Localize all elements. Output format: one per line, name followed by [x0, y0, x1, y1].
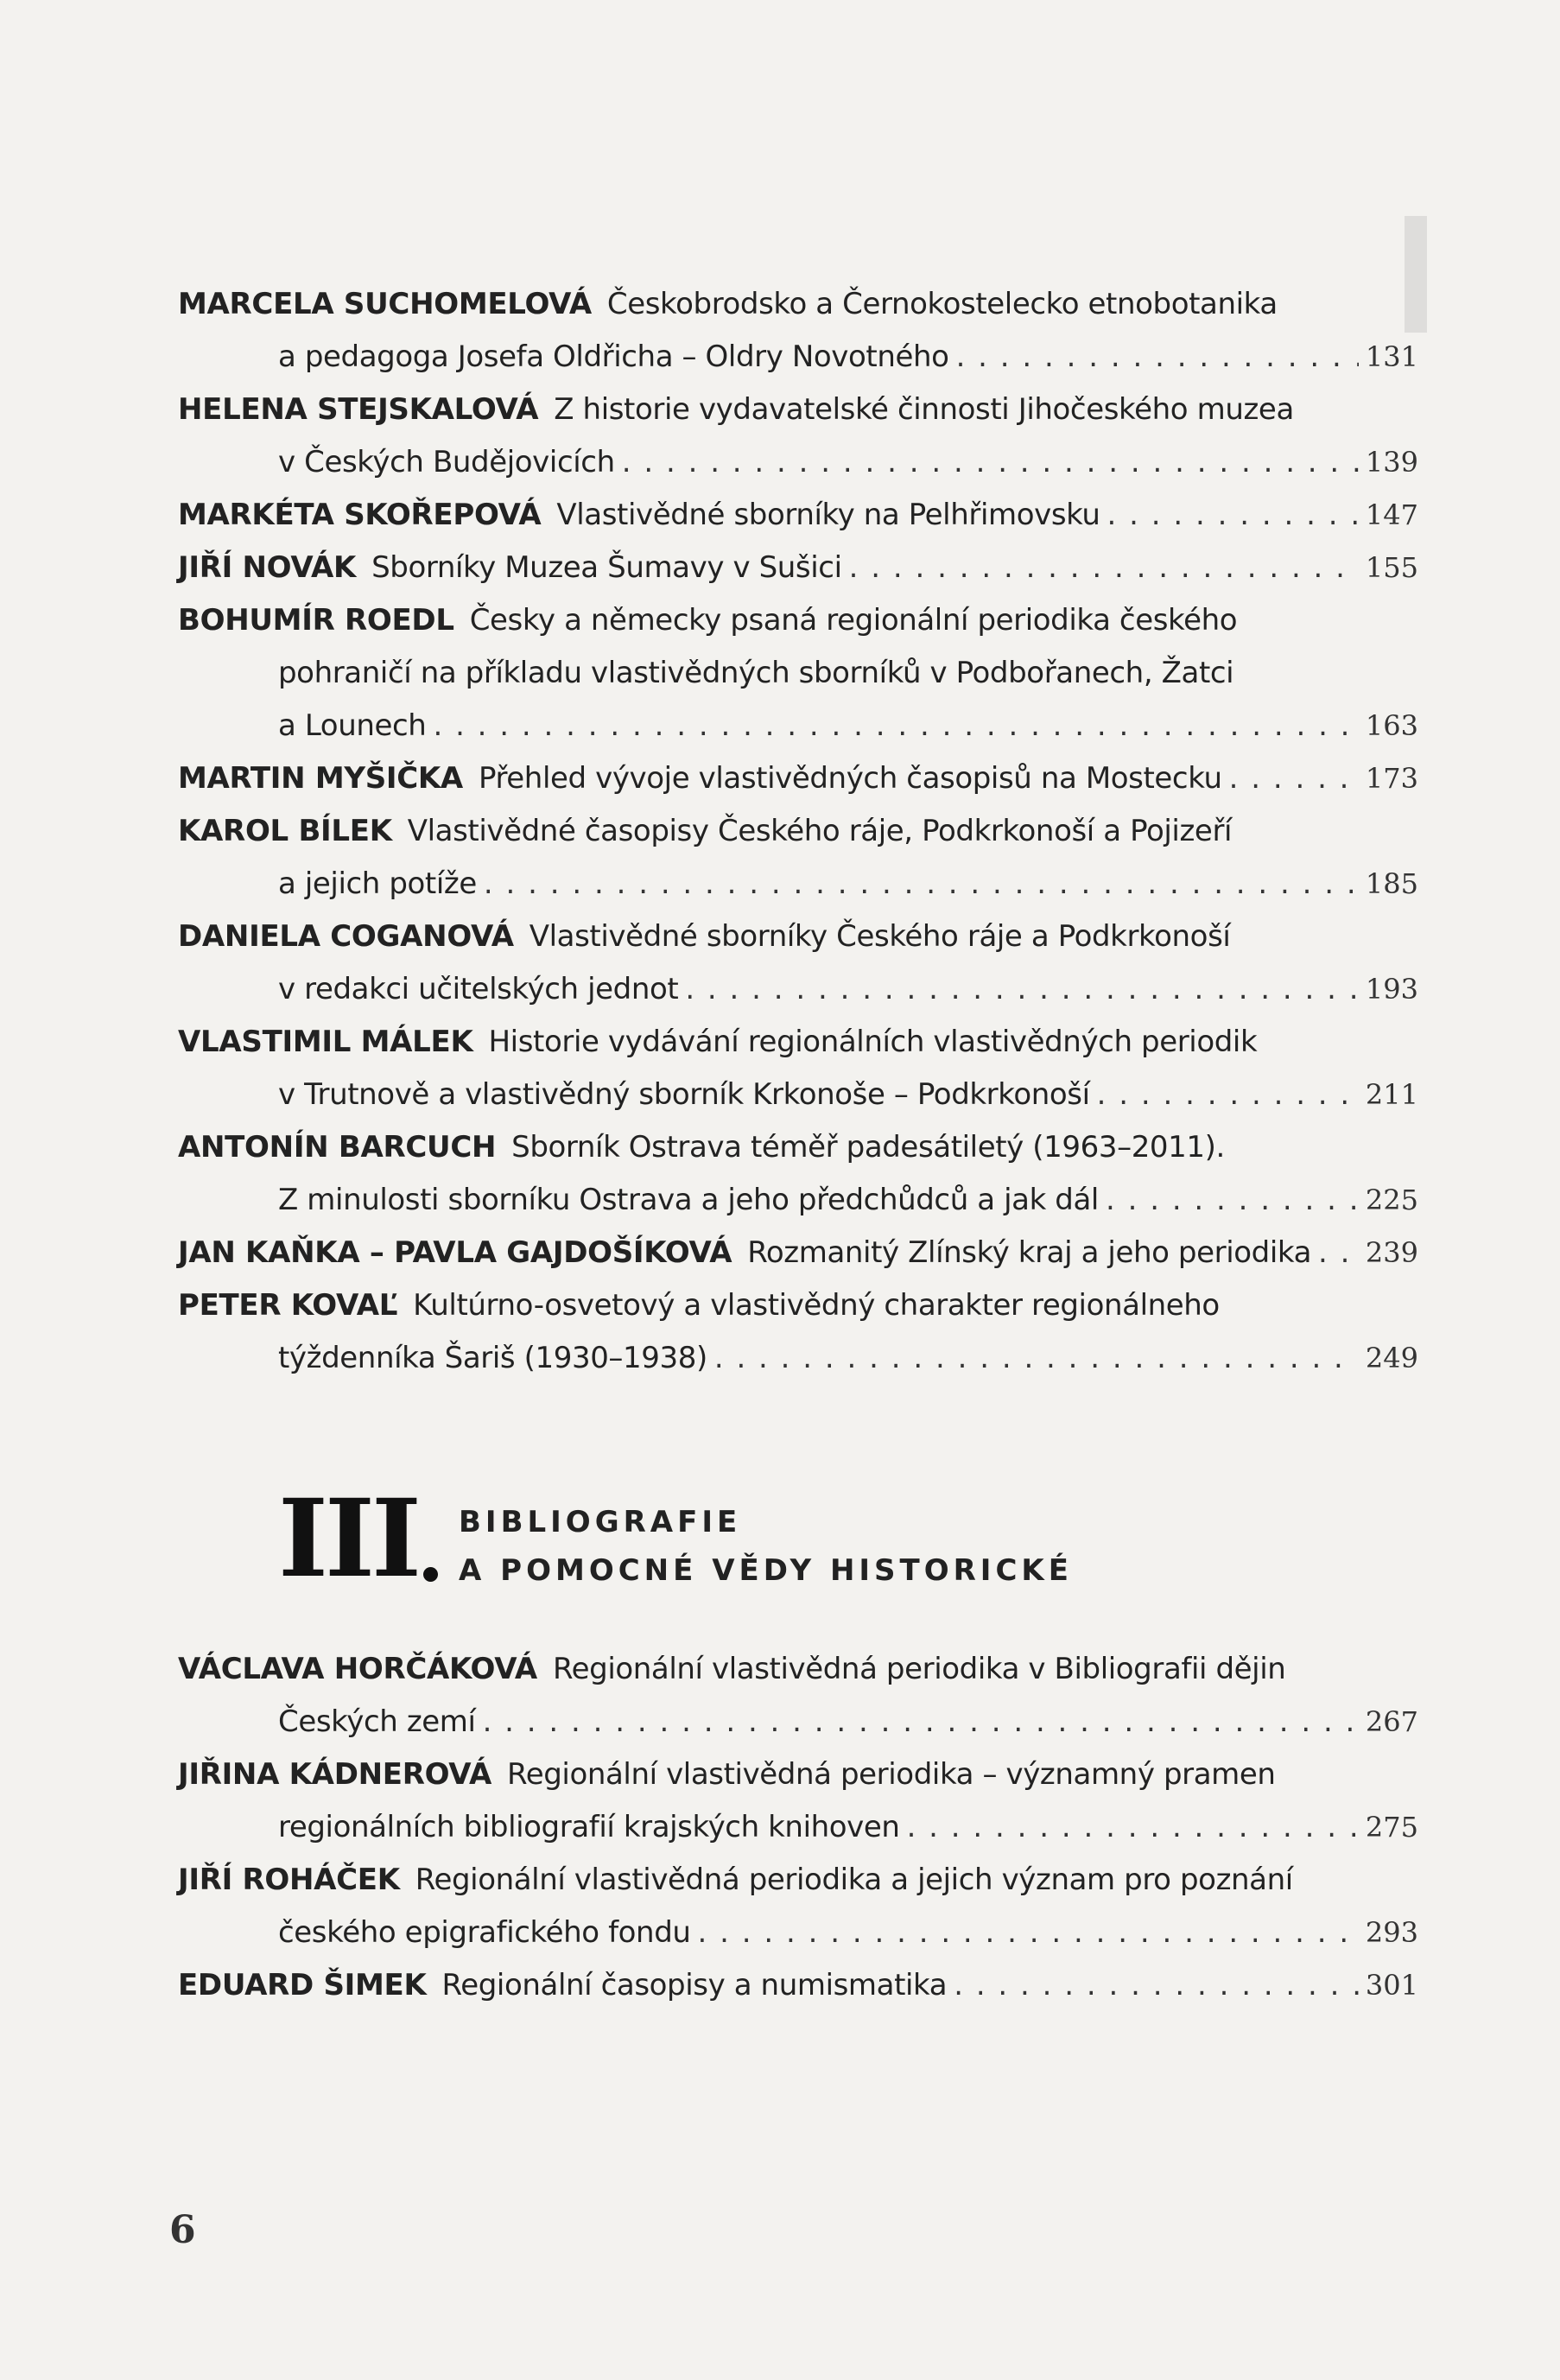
toc-entry-line — [178, 489, 1418, 542]
dot-leader — [433, 700, 1358, 752]
toc-entry[interactable] — [178, 384, 1418, 489]
toc-title: a pedagoga Josefa Oldřicha – Oldry Novotného — [278, 340, 949, 374]
toc-title: Regionální vlastivědná periodika – významný pramen — [507, 1757, 1276, 1792]
toc-entry-line — [178, 1069, 1418, 1121]
toc-title: Regionální časopisy a numismatika — [441, 1968, 948, 2002]
toc-entry[interactable] — [178, 278, 1418, 384]
toc-title: v Trutnově a vlastivědný sborník Krkonoše – Podkrkonoší — [278, 1077, 1090, 1112]
toc-author: JIŘÍ NOVÁK — [178, 550, 357, 585]
toc-entry[interactable] — [178, 1749, 1418, 1854]
toc-entry-line — [178, 1174, 1418, 1227]
toc-page-number[interactable]: 173 — [1365, 762, 1418, 795]
toc-title: Regionální vlastivědná periodika v Bibliografii dějin — [552, 1652, 1286, 1686]
page-number: 6 — [169, 2208, 196, 2252]
toc-title: v Českých Budějovicích — [278, 445, 615, 479]
toc-entry-line — [178, 542, 1418, 594]
section-title — [459, 1498, 1073, 1595]
dot-leader — [1107, 489, 1359, 542]
toc-author: KAROL BÍLEK — [178, 814, 392, 848]
toc-title: Vlastivědné sborníky Českého ráje a Podkrkonoší — [529, 919, 1231, 954]
toc-entry[interactable] — [178, 1854, 1418, 1959]
toc-author: JIŘÍ ROHÁČEK — [178, 1863, 400, 1897]
toc-title: Českobrodsko a Černokostelecko etnobotanika — [606, 287, 1278, 321]
toc-entry-line — [178, 1643, 1418, 1696]
toc-entry-line — [178, 1801, 1418, 1854]
toc-entry[interactable] — [178, 542, 1418, 594]
toc-title: Rozmanitý Zlínský kraj a jeho periodika — [747, 1235, 1312, 1270]
toc-entry-line — [178, 594, 1418, 647]
toc-page-number[interactable]: 139 — [1365, 446, 1418, 479]
dot-leader — [1106, 1174, 1359, 1227]
toc-title: Českých zemí — [278, 1704, 476, 1739]
toc-author: MARTIN MYŠIČKA — [178, 761, 463, 796]
section-numeral: III — [278, 1476, 419, 1602]
toc-entry-line — [178, 1749, 1418, 1801]
toc-title: pohraničí na příkladu vlastivědných sborníků v Podbořanech, Žatci — [278, 656, 1234, 690]
toc-author: ANTONÍN BARCUCH — [178, 1130, 497, 1165]
toc-title: Česky a německy psaná regionální periodika českého — [469, 603, 1238, 638]
toc-title: Regionální vlastivědná periodika a jejich význam pro poznání — [415, 1863, 1293, 1897]
toc-title: Vlastivědné časopisy Českého ráje, Podkrkonoší a Pojizeří — [407, 814, 1233, 848]
toc-title: a Lounech — [278, 708, 427, 743]
toc-author: VÁCLAVA HORČÁKOVÁ — [178, 1652, 537, 1686]
toc-author: PETER KOVAĽ — [178, 1288, 398, 1323]
toc-entry[interactable] — [178, 805, 1418, 911]
toc-author: VLASTIMIL MÁLEK — [178, 1025, 473, 1059]
dot-leader — [1097, 1069, 1359, 1121]
toc-entry[interactable] — [178, 1959, 1418, 2012]
toc-title: regionálních bibliografií krajských knihoven — [278, 1810, 900, 1844]
dot-leader — [956, 331, 1359, 384]
toc-title: Sborník Ostrava téměř padesátiletý (1963–2011). — [511, 1130, 1225, 1165]
toc-entry-line — [178, 1121, 1418, 1174]
toc-page-number[interactable]: 293 — [1365, 1916, 1418, 1949]
toc-title: Vlastivědné sborníky na Pelhřimovsku — [556, 498, 1100, 532]
toc-title: českého epigrafického fondu — [278, 1915, 691, 1950]
dot-leader — [714, 1332, 1359, 1385]
toc-entry-line — [178, 858, 1418, 911]
toc-page-number[interactable]: 301 — [1365, 1969, 1418, 2002]
toc-title: Kultúrno-osvetový a vlastivědný charakter regionálneho — [413, 1288, 1220, 1323]
toc-page-number[interactable]: 155 — [1365, 551, 1418, 584]
toc-page-number[interactable]: 225 — [1365, 1184, 1418, 1216]
toc-entry-line — [178, 963, 1418, 1016]
toc-entry-line — [178, 911, 1418, 963]
toc-entry-line — [178, 1959, 1418, 2012]
dot-leader — [483, 1696, 1359, 1749]
toc-title: týždenníka Šariš (1930–1938) — [278, 1341, 707, 1375]
toc-page-number[interactable]: 275 — [1365, 1811, 1418, 1844]
toc-entry-line — [178, 647, 1418, 700]
dot-leader — [1229, 752, 1359, 805]
toc-entry[interactable] — [178, 1643, 1418, 1749]
toc-title: a jejich potíže — [278, 866, 477, 901]
toc-page-number[interactable]: 131 — [1365, 340, 1418, 373]
toc-entry-line — [178, 331, 1418, 384]
toc-author: BOHUMÍR ROEDL — [178, 603, 454, 638]
section-title-line: A POMOCNÉ VĚDY HISTORICKÉ — [459, 1553, 1073, 1588]
toc-section-3 — [178, 1643, 1418, 2012]
toc-page-number[interactable]: 147 — [1365, 498, 1418, 531]
section-bullet-icon — [423, 1567, 438, 1582]
toc-author: HELENA STEJSKALOVÁ — [178, 392, 539, 427]
section-heading — [278, 1476, 1073, 1602]
toc-page-number[interactable]: 267 — [1365, 1705, 1418, 1738]
toc-entry[interactable] — [178, 1227, 1418, 1279]
toc-title: Sborníky Muzea Šumavy v Sušici — [371, 550, 842, 585]
toc-author: MARCELA SUCHOMELOVÁ — [178, 287, 592, 321]
toc-section-2 — [178, 278, 1418, 1385]
toc-author: MARKÉTA SKOŘEPOVÁ — [178, 498, 542, 532]
toc-entry[interactable] — [178, 594, 1418, 752]
toc-title: Přehled vývoje vlastivědných časopisů na Mostecku — [478, 761, 1222, 796]
toc-entry-line — [178, 1332, 1418, 1385]
toc-entry-line — [178, 384, 1418, 436]
toc-entry-line — [178, 1227, 1418, 1279]
toc-entry-line — [178, 1279, 1418, 1332]
toc-author: EDUARD ŠIMEK — [178, 1968, 427, 2002]
toc-page-number[interactable]: 193 — [1365, 973, 1418, 1006]
toc-author: JIŘINA KÁDNEROVÁ — [178, 1757, 491, 1792]
toc-entry[interactable] — [178, 1279, 1418, 1385]
toc-entry-line — [178, 436, 1418, 489]
dot-leader — [698, 1907, 1359, 1959]
toc-page-number[interactable]: 249 — [1365, 1342, 1418, 1374]
toc-entry-line — [178, 1696, 1418, 1749]
toc-entry-line — [178, 1907, 1418, 1959]
section-title-line: BIBLIOGRAFIE — [459, 1505, 742, 1539]
toc-page-number[interactable]: 185 — [1365, 867, 1418, 900]
toc-entry-line — [178, 700, 1418, 752]
toc-entry[interactable] — [178, 1016, 1418, 1121]
dot-leader — [954, 1959, 1359, 2012]
toc-entry-line — [178, 805, 1418, 858]
toc-entry[interactable] — [178, 911, 1418, 1016]
toc-entry-line — [178, 1016, 1418, 1069]
dot-leader — [622, 436, 1359, 489]
toc-title: Historie vydávání regionálních vlastivědných periodik — [488, 1025, 1258, 1059]
toc-entry-line — [178, 278, 1418, 331]
toc-entry[interactable] — [178, 489, 1418, 542]
toc-author: JAN KAŇKA – PAVLA GAJDOŠÍKOVÁ — [178, 1235, 732, 1270]
dot-leader — [1318, 1227, 1359, 1279]
dot-leader — [685, 963, 1359, 1016]
toc-entry-line — [178, 1854, 1418, 1907]
toc-entry[interactable] — [178, 752, 1418, 805]
toc-title: Z historie vydavatelské činnosti Jihočeského muzea — [554, 392, 1294, 427]
toc-page-number[interactable]: 239 — [1365, 1236, 1418, 1269]
toc-page-number[interactable]: 211 — [1365, 1078, 1418, 1111]
dot-leader — [484, 858, 1359, 911]
dot-leader — [849, 542, 1359, 594]
toc-title: v redakci učitelských jednot — [278, 972, 679, 1006]
dot-leader — [907, 1801, 1359, 1854]
toc-page-number[interactable]: 163 — [1365, 709, 1418, 742]
toc-entry[interactable] — [178, 1121, 1418, 1227]
toc-entry-line — [178, 752, 1418, 805]
toc-author: DANIELA COGANOVÁ — [178, 919, 514, 954]
toc-title: Z minulosti sborníku Ostrava a jeho předchůdců a jak dál — [278, 1183, 1099, 1217]
